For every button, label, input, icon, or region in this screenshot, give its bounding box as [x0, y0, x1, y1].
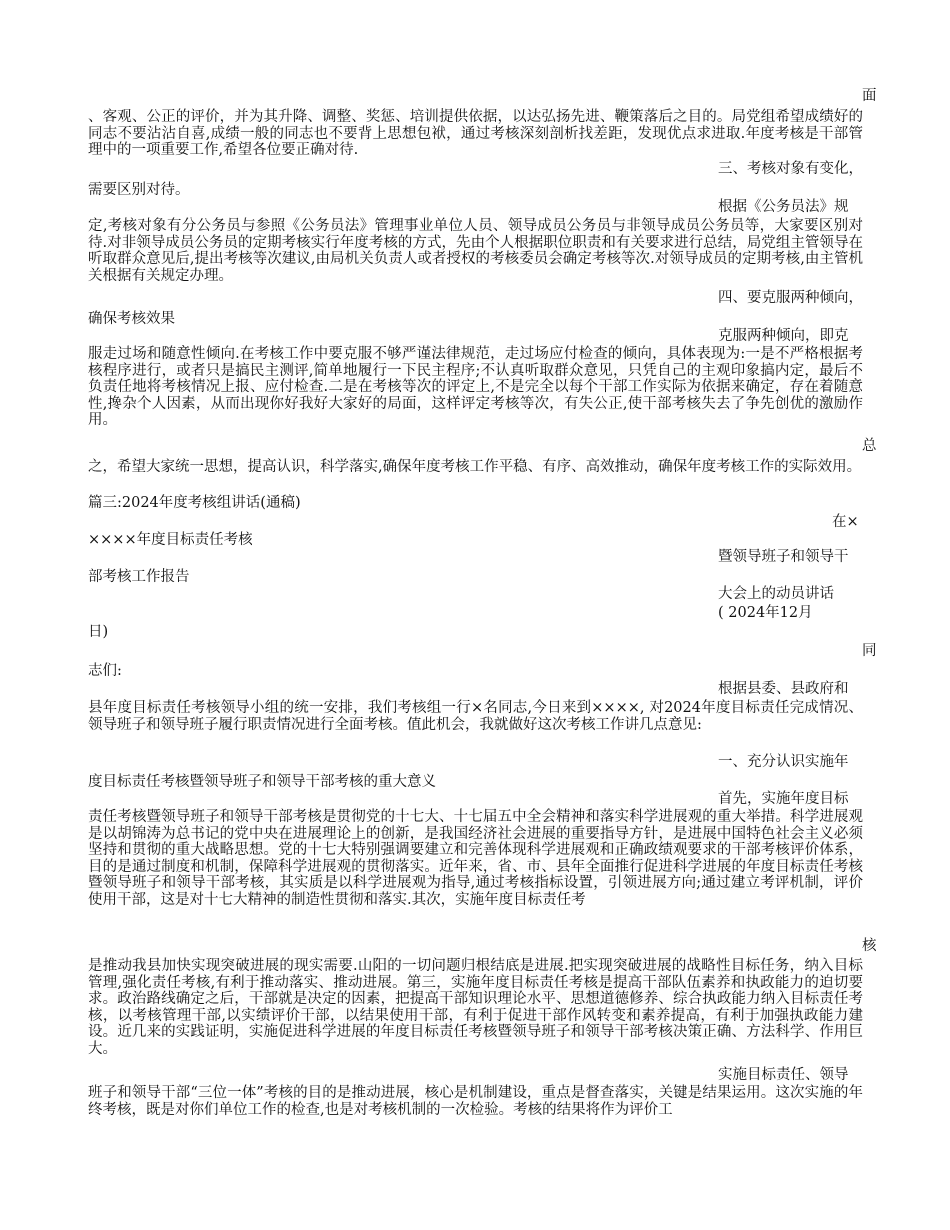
paragraph: 服走过场和随意性倾向.在考核工作中要克服不够严谨法律规范，走过场应付检查的倾向，具体表现为:一是不严格根据考核程序进行，或者只是搞民主测评,简单地履行一下民主程序;不认真听取群众意见，只凭自己的主观印象搞内定，最后不负责任地将考核情况上报、应付检查.二是在考核等次的评定上,不是完全以每个干部工作实际为依据来确定，存在着随意性,搀杂个人因素，从而出现你好我好大家好的局面，这样评定考核等次，有失公正,使干部考核失去了争先创优的激励作用。	[88, 346, 863, 428]
paragraph: 是推动我县加快实现突破进展的现实需要.山阳的一切问题归根结底是进展.把实现突破进展的战略性目标任务，纳入目标管理,强化责任考核,有利于推动落实、推动进展。第三，实施年度目标责任考核是提高干部队伍素养和执政能力的迫切要求。政治路线确定之后，干部就是决定的因素，把提高干部知识理论水平、思想道德修养、综合执政能力纳入目标责任考核，以考核管理干部,以实绩评价干部，以结果使用干部，有利于促进干部作风转变和素养提高，有利于加强执政能力建设。近几来的实践证明，实施促进科学进展的年度目标责任考核暨领导班子和领导干部考核决策正确、方法科学、作用巨大。	[88, 958, 863, 1057]
paragraph: 、客观、公正的评价，并为其升降、调整、奖惩、培训提供依据，以达弘扬先进、鞭策落后之目的。局党组希望成绩好的同志不要沾沾自喜,成绩一般的同志也不要背上思想包袱，通过考核深刻剖析找差距，发现优点求进取.年度考核是干部管理中的一项重要工作,希望各位要正确对待.	[88, 109, 863, 158]
title-line: 暨领导班子和领导干	[718, 549, 849, 565]
paragraph-start: 克服两种倾向，即克	[718, 328, 849, 344]
paragraph-start: 根据县委、县政府和	[718, 681, 849, 697]
paragraph: 之，希望大家统一思想，提高认识，科学落实,确保年度考核工作平稳、有序、高效推动，确保年度考核工作的实际效用。	[88, 459, 862, 475]
section-heading: 一、充分认识实施年	[718, 754, 849, 770]
text-fragment: 在×	[832, 514, 859, 530]
text-fragment: 总	[862, 438, 877, 454]
section-heading-continued: 需要区别对待。	[88, 182, 190, 198]
section-heading-continued: 确保考核效果	[88, 311, 175, 327]
paragraph: 班子和领导干部“三位一体”考核的目的是推动进展，核心是机制建设，重点是督查落实，关键是结果运用。这次实施的年终考核，既是对你们单位工作的检查,也是对考核机制的一次检验。考核的结果将作为评价工	[88, 1085, 863, 1118]
paragraph-start: 根据《公务员法》规	[718, 199, 849, 215]
paragraph: 定,考核对象有分公务员与参照《公务员法》管理事业单位人员、领导成员公务员与非领导成员公务员等，大家要区别对待.对非领导成员公务员的定期考核实行年度考核的方式，先由个人根据职位职责和有关要求进行总结，局党组主管领导在听取群众意见后,提出考核等次建议,由局机关负责人或者授权的考核委员会确定考核等次.对领导成员的定期考核,由主管机关根据有关规定办理。	[88, 218, 863, 284]
text-fragment: 面	[862, 88, 877, 104]
section-heading: 四、要克服两种倾向，	[718, 290, 863, 306]
paragraph: 县年度目标责任考核领导小组的统一安排，我们考核组一行×名同志,今日来到××××, 对2024年度目标责任完成情况、领导班子和领导班子履行职责情况进行全面考核。值此机会，我就做好这次考核工作讲几点意见:	[88, 700, 863, 733]
subtitle-line: 大会上的动员讲话	[718, 586, 834, 602]
chapter-heading: 篇三:2024年度考核组讲话(通稿)	[88, 495, 301, 511]
title-line: 部考核工作报告	[88, 569, 190, 585]
section-heading-continued: 度目标责任考核暨领导班子和领导干部考核的重大意义	[88, 774, 436, 790]
title-line: ××××年度目标责任考核	[88, 532, 253, 548]
date-line-continued: 日)	[88, 624, 109, 640]
text-fragment: 同	[862, 643, 877, 659]
text-fragment: 核	[862, 938, 877, 954]
date-line: ( 2024年12月	[718, 605, 813, 621]
paragraph-start: 首先，实施年度目标	[718, 791, 849, 807]
paragraph-start: 实施目标责任、领导	[718, 1067, 849, 1083]
section-heading: 三、考核对象有变化，	[718, 161, 863, 177]
paragraph: 责任考核暨领导班子和领导干部考核是贯彻党的十七大、十七届五中全会精神和落实科学进展观的重大举措。科学进展观是以胡锦涛为总书记的党中央在进展理论上的创新，是我国经济社会进展的重要指导方针，是进展中国特色社会主义必须坚持和贯彻的重大战略思想。党的十七大特别强调要建立和完善体现科学进展观和正确政绩观要求的干部考核评价体系，目的是通过制度和机制，保障科学进展观的贯彻落实。近年来，省、市、县年全面推行促进科学进展的年度目标责任考核暨领导班子和领导干部考核，其实质是以科学进展观为指导,通过考核指标设置，引领进展方向;通过建立考评机制，评价使用干部，这是对十七大精神的制造性贯彻和落实.其次，实施年度目标责任考	[88, 809, 863, 908]
salutation: 志们:	[88, 663, 122, 679]
